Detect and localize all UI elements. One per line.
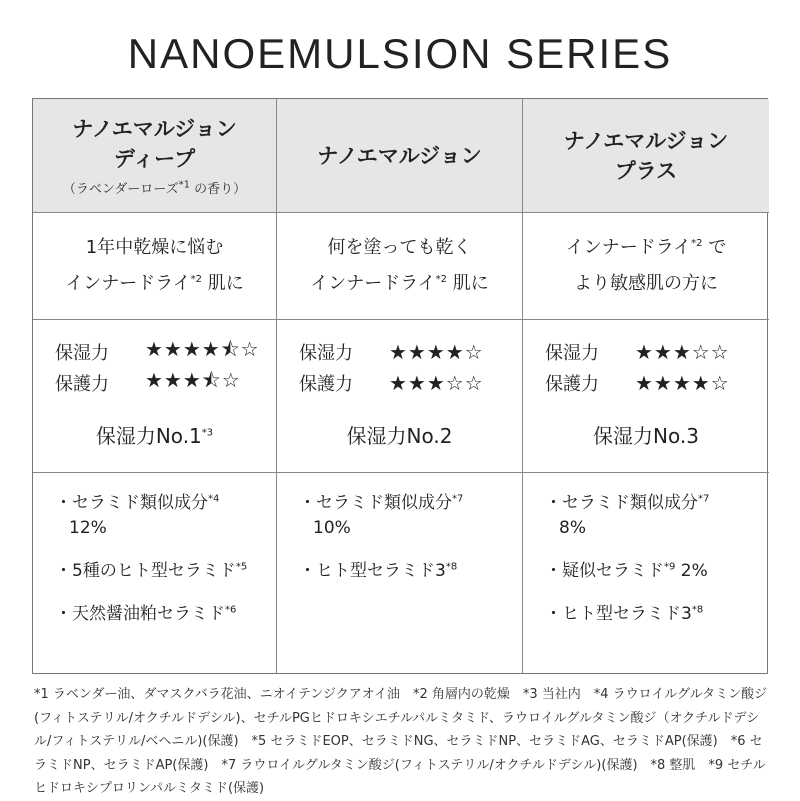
protection-rating: 保護力 ★★★★☆ [545, 370, 730, 395]
product-name: ナノエマルジョン プラス [563, 128, 729, 183]
moisture-rank: 保湿力No.3 [593, 424, 699, 448]
target-description: 1年中乾燥に悩む インナードライ$^{*2}$ 肌に [33, 213, 277, 320]
ingredient-item: ・ヒト型セラミド3$^{*8}$ [299, 561, 458, 581]
protection-rating: 保護力 ★★★☆☆ [299, 370, 484, 395]
ratings-cell [277, 320, 523, 473]
moisture-rating: 保湿力 ★★★☆☆ [545, 339, 730, 364]
star-rating-icon: ★★★★☆ [635, 370, 730, 395]
moisture-rating: 保湿力 ★★★★⯪☆ [55, 336, 276, 367]
product-name: ナノエマルジョン ディープ [72, 117, 237, 171]
ingredients-cell [523, 473, 769, 673]
moisture-rank: 保湿力No.1$^{*3}$ [95, 424, 214, 448]
star-rating-icon: ★★★★⯪☆ [145, 336, 260, 361]
column-header-plus [523, 99, 769, 213]
footnotes: *1 ラベンダー油、ダマスクバラ花油、ニオイテンジクアオイ油 *2 角層内の乾燥 *3 当社内 *4 ラウロイルグルタミン酸ジ(フィトステリル/オクチルドデシル)、セチルPGヒドロキシエチルパルミタミド、ラウロイルグルタミン酸ジ（オクチルドデシル/フィトステリル/ベヘニル)(保護) *5 セラミドEOP、セラミドNG、セラミドNP、セラミドAG、セラミドAP(保護) *6 セラミドNP、セラミドAP(保護) *7 ラウロイルグルタミン酸ジ(フィトステリル/オクチルドデシル)(保護) *8 整肌 *9 セチルヒドロキシプロリンパルミタミド(保護) [34, 687, 768, 796]
moisture-rating: 保湿力 ★★★★☆ [299, 339, 484, 364]
ingredients-cell [33, 473, 277, 673]
ingredient-item: ・天然醤油粕セラミド$^{*6}$ [55, 604, 237, 624]
ingredient-item: ・セラミド類似成分$^{*7}$ 8% [545, 493, 710, 538]
page-title: NANOEMULSION SERIES [127, 30, 673, 77]
product-name: ナノエマルジョン [317, 143, 482, 168]
ingredient-item: ・疑似セラミド$^{*9}$ 2% [545, 561, 708, 581]
ingredient-item: ・ヒト型セラミド3$^{*8}$ [545, 604, 704, 624]
target-description: 何を塗っても乾く インナードライ$^{*2}$ 肌に [277, 213, 523, 320]
star-rating-icon: ★★★☆☆ [635, 339, 730, 364]
star-rating-icon: ★★★☆☆ [389, 370, 484, 395]
column-header-standard [277, 99, 523, 213]
star-rating-icon: ★★★★☆ [389, 339, 484, 364]
ingredient-item: ・セラミド類似成分$^{*7}$ 10% [299, 493, 464, 538]
moisture-rank: 保湿力No.2 [346, 424, 453, 448]
ingredients-cell [277, 473, 523, 673]
ratings-cell [33, 320, 277, 473]
column-header-deep [33, 99, 277, 213]
star-rating-icon: ★★★⯪☆ [145, 367, 241, 392]
comparison-table [32, 98, 768, 674]
ingredient-item: ・5種のヒト型セラミド$^{*5}$ [55, 561, 248, 581]
protection-rating: 保護力 ★★★⯪☆ [55, 367, 276, 398]
ingredient-item: ・セラミド類似成分$^{*4}$ 12% [55, 493, 220, 538]
ratings-cell [523, 320, 769, 473]
target-description: インナードライ$^{*2}$ で より敏感肌の方に [523, 213, 769, 320]
fragrance-note: （ラベンダーローズ$^{*1}$ の香り） [62, 179, 247, 197]
